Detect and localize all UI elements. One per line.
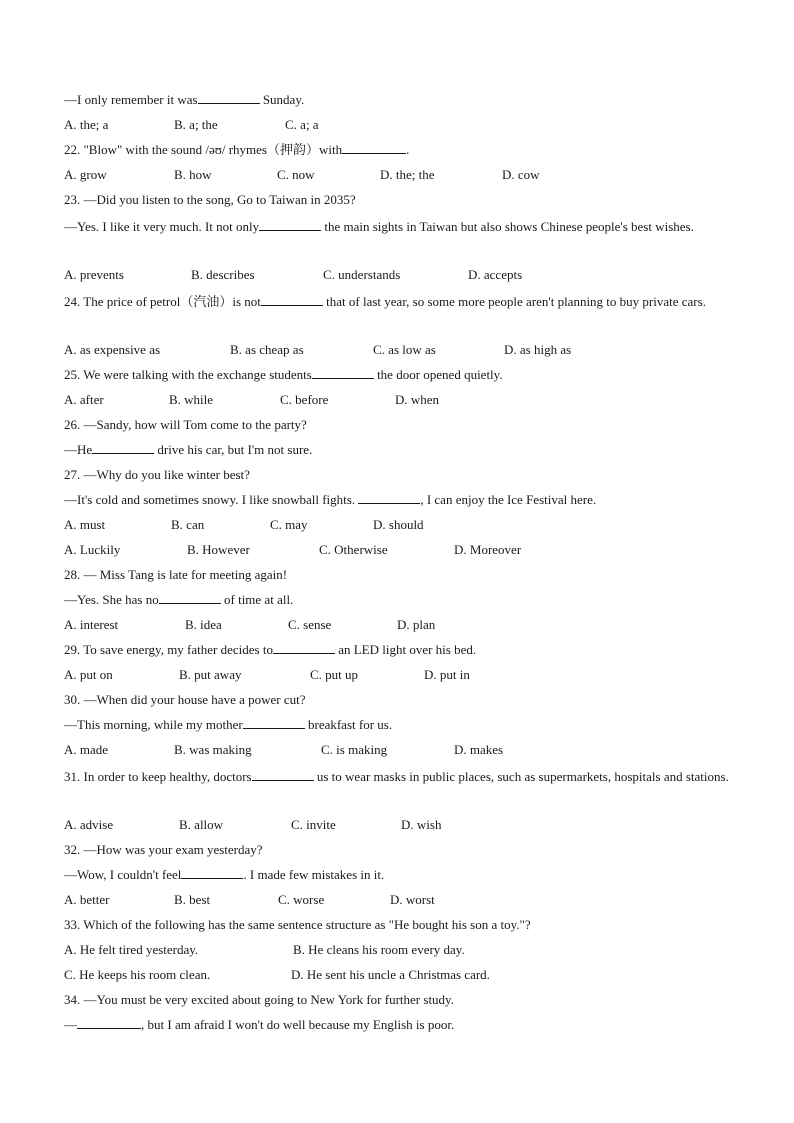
q23-option-c[interactable]: C. understands	[323, 267, 401, 282]
q27-option-a[interactable]: A. must	[64, 517, 106, 532]
q28-option-a[interactable]: A. interest	[64, 617, 119, 632]
q32-option-a[interactable]: A. better	[64, 892, 110, 907]
q23-reply-pre: —Yes. I like it very much. It not only	[64, 219, 260, 234]
q31-options	[64, 814, 736, 839]
q33-options-2	[64, 964, 736, 989]
q33-option-b[interactable]: B. He cleans his room every day.	[293, 942, 465, 957]
answer-blank	[358, 491, 420, 504]
q30-reply-pre: —This morning, while my mother	[64, 717, 243, 732]
q21-line	[64, 89, 736, 114]
q26-stem: 26. —Sandy, how will Tom come to the party?	[64, 417, 307, 432]
q21-option-b[interactable]: B. a; the	[174, 117, 218, 132]
answer-blank	[259, 218, 321, 231]
q27-option-d[interactable]: D. should	[373, 517, 424, 532]
q30-option-c[interactable]: C. is making	[321, 742, 388, 757]
q29-stem-post: an LED light over his bed.	[334, 642, 477, 657]
answer-blank	[159, 591, 221, 604]
question-list	[64, 89, 736, 1039]
q22-stem	[64, 139, 736, 164]
q23-reply	[64, 214, 736, 264]
q24-stem	[64, 289, 736, 339]
answer-blank	[181, 866, 243, 879]
q31-option-c[interactable]: C. invite	[291, 817, 336, 832]
answer-blank	[92, 441, 154, 454]
q23-option-a[interactable]: A. prevents	[64, 267, 124, 282]
q22-options	[64, 164, 736, 189]
q29-option-c[interactable]: C. put up	[310, 667, 359, 682]
q29-options	[64, 664, 736, 689]
q27-option-c[interactable]: C. may	[270, 517, 308, 532]
q23-option-b[interactable]: B. describes	[191, 267, 255, 282]
q32-option-d[interactable]: D. worst	[390, 892, 435, 907]
q24-option-d[interactable]: D. as high as	[504, 342, 572, 357]
q27-options-1	[64, 514, 736, 539]
answer-blank	[77, 1016, 141, 1029]
q34-reply-post: , but I am afraid I won't do well because my English is poor.	[141, 1017, 455, 1032]
q25-stem	[64, 364, 736, 389]
q29-stem-pre: 29. To save energy, my father decides to	[64, 642, 273, 657]
q24-option-c[interactable]: C. as low as	[373, 342, 436, 357]
q32-option-b[interactable]: B. best	[174, 892, 211, 907]
q23-options	[64, 264, 736, 289]
q30-stem: 30. —When did your house have a power cut?	[64, 692, 306, 707]
q28-options	[64, 614, 736, 639]
q29-stem	[64, 639, 736, 664]
q27-option2-c[interactable]: C. Otherwise	[319, 542, 388, 557]
q27-reply	[64, 489, 736, 514]
q28-stem: 28. — Miss Tang is late for meeting again!	[64, 567, 288, 582]
q25-option-c[interactable]: C. before	[280, 392, 329, 407]
answer-blank	[312, 366, 374, 379]
q24-options	[64, 339, 736, 364]
q33-option-a[interactable]: A. He felt tired yesterday.	[64, 942, 199, 957]
answer-blank	[273, 641, 335, 654]
q25-stem-post: the door opened quietly.	[373, 367, 503, 382]
q26-reply-pre: —He	[64, 442, 93, 457]
q28-option-c[interactable]: C. sense	[288, 617, 332, 632]
q33-stem: 33. Which of the following has the same sentence structure as "He bought his son a toy."?	[64, 917, 531, 932]
q25-stem-pre: 25. We were talking with the exchange students	[64, 367, 312, 382]
q31-stem	[64, 764, 736, 814]
q28-reply-pre: —Yes. She has no	[64, 592, 159, 607]
answer-blank	[243, 716, 305, 729]
q27-reply-post: , I can enjoy the Ice Festival here.	[420, 492, 597, 507]
q27-option2-a[interactable]: A. Luckily	[64, 542, 121, 557]
q21-line-post: Sunday.	[259, 92, 305, 107]
answer-blank	[198, 91, 260, 104]
answer-blank	[261, 293, 323, 306]
q21-option-c[interactable]: C. a; a	[285, 117, 319, 132]
q25-option-a[interactable]: A. after	[64, 392, 104, 407]
q22-option-d2[interactable]: D. cow	[502, 167, 540, 182]
q32-stem: 32. —How was your exam yesterday?	[64, 842, 263, 857]
answer-blank	[252, 768, 314, 781]
q22-stem-pre: 22. "Blow" with the sound /əʊ/ rhymes（押韵）with	[64, 142, 343, 157]
q24-option-a[interactable]: A. as expensive as	[64, 342, 161, 357]
q33-option-d[interactable]: D. He sent his uncle a Christmas card.	[291, 967, 490, 982]
q22-option-c[interactable]: C. now	[277, 167, 315, 182]
q23-reply-post: the main sights in Taiwan but also shows Chinese people's best wishes.	[321, 219, 694, 234]
q24-stem-post: that of last year, so some more people aren't planning to buy private cars.	[322, 294, 706, 309]
q22-option-a[interactable]: A. grow	[64, 167, 107, 182]
q29-option-a[interactable]: A. put on	[64, 667, 113, 682]
q22-option-b[interactable]: B. how	[174, 167, 212, 182]
q31-option-b[interactable]: B. allow	[179, 817, 224, 832]
q22-option-d1[interactable]: D. the; the	[380, 167, 435, 182]
q25-options	[64, 389, 736, 414]
q31-option-a[interactable]: A. advise	[64, 817, 114, 832]
q23-option-d[interactable]: D. accepts	[468, 267, 523, 282]
q31-option-d[interactable]: D. wish	[401, 817, 442, 832]
q24-option-b[interactable]: B. as cheap as	[230, 342, 304, 357]
q27-option2-b[interactable]: B. However	[187, 542, 250, 557]
q30-options	[64, 739, 736, 764]
q21-options	[64, 114, 736, 139]
q34-stem: 34. —You must be very excited about going to New York for further study.	[64, 992, 454, 1007]
q23-stem: 23. —Did you listen to the song, Go to Taiwan in 2035?	[64, 192, 356, 207]
q34-reply	[64, 1014, 736, 1039]
q28-reply	[64, 589, 736, 614]
q32-reply-pre: —Wow, I couldn't feel	[64, 867, 182, 882]
q29-option-b[interactable]: B. put away	[179, 667, 242, 682]
q30-option-b[interactable]: B. was making	[174, 742, 252, 757]
q21-line-pre: —I only remember it was	[64, 92, 198, 107]
q33-options-1	[64, 939, 736, 964]
q27-option2-d[interactable]: D. Moreover	[454, 542, 522, 557]
answer-blank	[342, 141, 406, 154]
q32-options	[64, 889, 736, 914]
q25-option-d[interactable]: D. when	[395, 392, 440, 407]
q22-stem-post: .	[406, 142, 410, 157]
q25-option-b[interactable]: B. while	[169, 392, 214, 407]
q27-option-b[interactable]: B. can	[171, 517, 205, 532]
q30-reply	[64, 714, 736, 739]
q30-option-d[interactable]: D. makes	[454, 742, 504, 757]
q24-stem-pre: 24. The price of petrol（汽油）is not	[64, 294, 261, 309]
q28-option-b[interactable]: B. idea	[185, 617, 222, 632]
q26-reply	[64, 439, 736, 464]
q27-stem: 27. —Why do you like winter best?	[64, 467, 250, 482]
q29-option-d[interactable]: D. put in	[424, 667, 470, 682]
q32-reply	[64, 864, 736, 889]
q28-option-d[interactable]: D. plan	[397, 617, 436, 632]
q32-option-c[interactable]: C. worse	[278, 892, 325, 907]
q31-stem-pre: 31. In order to keep healthy, doctors	[64, 769, 252, 784]
q27-options-2	[64, 539, 736, 564]
q32-reply-post: . I made few mistakes in it.	[243, 867, 385, 882]
q28-reply-post: of time at all.	[220, 592, 294, 607]
q26-reply-post: drive his car, but I'm not sure.	[154, 442, 313, 457]
q27-reply-pre: —It's cold and sometimes snowy. I like snowball fights.	[64, 492, 359, 507]
q30-option-a[interactable]: A. made	[64, 742, 109, 757]
q21-option-a[interactable]: A. the; a	[64, 117, 109, 132]
q30-reply-post: breakfast for us.	[304, 717, 393, 732]
q33-option-c[interactable]: C. He keeps his room clean.	[64, 967, 211, 982]
q34-reply-pre: —	[64, 1017, 77, 1032]
q31-stem-post: us to wear masks in public places, such as supermarkets, hospitals and stations.	[313, 769, 729, 784]
